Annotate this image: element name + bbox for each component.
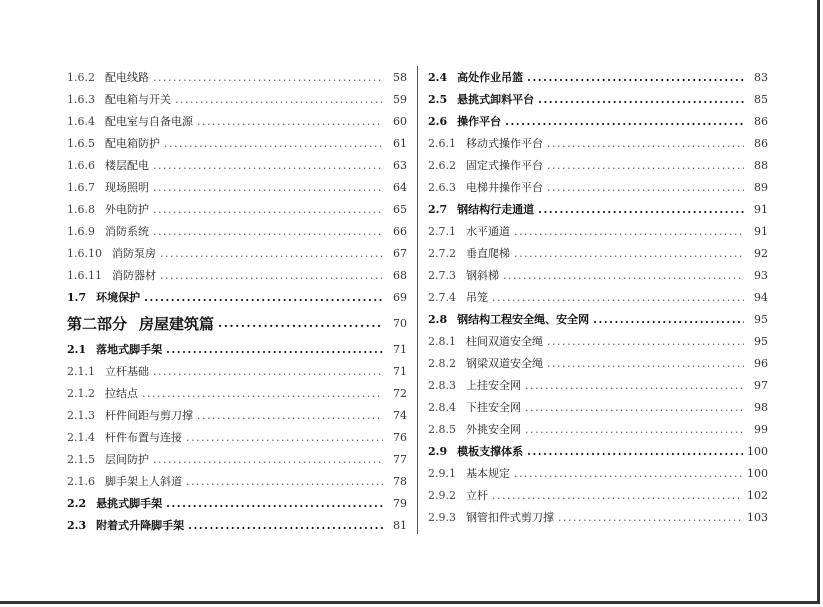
toc-dot-leader bbox=[547, 159, 744, 172]
column-divider bbox=[417, 66, 418, 534]
toc-dot-leader bbox=[175, 93, 383, 106]
toc-entry-title: 固定式操作平台 bbox=[466, 159, 543, 172]
toc-entry-title: 垂直爬梯 bbox=[466, 247, 510, 260]
toc-entry-title: 电梯井操作平台 bbox=[466, 181, 543, 194]
toc-entry-number: 1.6.5 bbox=[67, 136, 95, 150]
toc-entry-number: 2.1.5 bbox=[67, 452, 95, 466]
toc-subsection-entry[interactable] bbox=[428, 418, 768, 440]
toc-subsection-entry[interactable] bbox=[67, 66, 407, 88]
toc-entry-number: 2.9 bbox=[428, 444, 448, 458]
toc-entry-page-number: 60 bbox=[393, 114, 407, 128]
toc-entry-page-number: 71 bbox=[393, 364, 407, 378]
toc-subsection-entry[interactable] bbox=[67, 220, 407, 242]
toc-entry-page-number: 88 bbox=[754, 158, 768, 172]
toc-entry-number: 2.6.2 bbox=[428, 158, 456, 172]
toc-entry-title: 立杆基础 bbox=[105, 365, 149, 378]
toc-entry-title: 操作平台 bbox=[457, 115, 502, 128]
toc-dot-leader bbox=[160, 269, 383, 282]
toc-entry-page-number: 76 bbox=[393, 430, 407, 444]
toc-entry-page-number: 79 bbox=[393, 496, 407, 510]
toc-subsection-entry[interactable] bbox=[67, 360, 407, 382]
toc-entry-number: 2.1.4 bbox=[67, 430, 95, 444]
toc-entry-title: 悬挑式脚手架 bbox=[96, 497, 163, 510]
toc-entry-title: 配电线路 bbox=[105, 71, 149, 84]
toc-entry-page-number: 77 bbox=[393, 452, 407, 466]
toc-entry-number: 2.4 bbox=[428, 70, 448, 84]
toc-section-entry[interactable] bbox=[428, 66, 768, 88]
toc-entry-number: 2.1.1 bbox=[67, 364, 95, 378]
toc-subsection-entry[interactable] bbox=[428, 484, 768, 506]
toc-dot-leader bbox=[153, 203, 383, 216]
toc-entry-number: 1.6.3 bbox=[67, 92, 95, 106]
toc-entry-page-number: 86 bbox=[754, 114, 768, 128]
toc-dot-leader bbox=[558, 511, 743, 524]
toc-subsection-entry[interactable] bbox=[428, 286, 768, 308]
toc-entry-page-number: 85 bbox=[754, 92, 768, 106]
toc-entry-title: 上挂安全网 bbox=[466, 379, 521, 392]
toc-entry-number: 2.7.1 bbox=[428, 224, 456, 238]
toc-entry-number: 2.8 bbox=[428, 312, 448, 326]
toc-dot-leader bbox=[218, 316, 383, 330]
toc-dot-leader bbox=[153, 225, 383, 238]
toc-entry-page-number: 78 bbox=[393, 474, 407, 488]
toc-entry-title: 配电箱与开关 bbox=[105, 93, 171, 106]
toc-section-entry[interactable] bbox=[67, 338, 407, 360]
toc-entry-page-number: 103 bbox=[747, 510, 768, 524]
toc-entry-page-number: 58 bbox=[393, 70, 407, 84]
toc-entry-page-number: 91 bbox=[754, 202, 768, 216]
toc-entry-page-number: 68 bbox=[393, 268, 407, 282]
toc-entry-title: 外挑安全网 bbox=[466, 423, 521, 436]
toc-entry-number: 2.8.5 bbox=[428, 422, 456, 436]
toc-subsection-entry[interactable] bbox=[428, 154, 768, 176]
toc-entry-page-number: 69 bbox=[393, 290, 407, 304]
toc-subsection-entry[interactable] bbox=[67, 382, 407, 404]
toc-entry-page-number: 97 bbox=[754, 378, 768, 392]
toc-dot-leader bbox=[164, 137, 383, 150]
toc-entry-page-number: 102 bbox=[747, 488, 768, 502]
toc-section-entry[interactable] bbox=[67, 492, 407, 514]
toc-entry-page-number: 64 bbox=[393, 180, 407, 194]
toc-left-column bbox=[67, 66, 407, 536]
toc-subsection-entry[interactable] bbox=[428, 176, 768, 198]
toc-entry-page-number: 91 bbox=[754, 224, 768, 238]
toc-entry-number: 2.6 bbox=[428, 114, 448, 128]
toc-subsection-entry[interactable] bbox=[67, 88, 407, 110]
toc-subsection-entry[interactable] bbox=[67, 198, 407, 220]
toc-entry-number: 1.6.11 bbox=[67, 268, 102, 282]
toc-entry-title: 高处作业吊篮 bbox=[457, 71, 524, 84]
toc-entry-title: 悬挑式卸料平台 bbox=[457, 93, 535, 106]
toc-entry-number: 1.7 bbox=[67, 290, 87, 304]
toc-entry-title: 现场照明 bbox=[105, 181, 149, 194]
toc-entry-number: 1.6.4 bbox=[67, 114, 95, 128]
toc-entry-title: 水平通道 bbox=[466, 225, 510, 238]
toc-dot-leader bbox=[153, 365, 383, 378]
toc-entry-page-number: 61 bbox=[393, 136, 407, 150]
toc-entry-title: 杆件布置与连接 bbox=[105, 431, 182, 444]
toc-dot-leader bbox=[186, 475, 383, 488]
toc-subsection-entry[interactable] bbox=[428, 220, 768, 242]
toc-entry-page-number: 89 bbox=[754, 180, 768, 194]
toc-subsection-entry[interactable] bbox=[67, 242, 407, 264]
toc-entry-number: 2.9.1 bbox=[428, 466, 456, 480]
toc-entry-page-number: 66 bbox=[393, 224, 407, 238]
toc-dot-leader bbox=[547, 357, 744, 370]
toc-entry-page-number: 100 bbox=[747, 444, 768, 458]
toc-dot-leader bbox=[547, 335, 744, 348]
toc-dot-leader bbox=[503, 269, 744, 282]
toc-entry-number: 2.7.3 bbox=[428, 268, 456, 282]
toc-entry-title: 立杆 bbox=[466, 489, 488, 502]
toc-entry-page-number: 83 bbox=[754, 70, 768, 84]
toc-entry-title: 外电防护 bbox=[105, 203, 149, 216]
toc-subsection-entry[interactable] bbox=[428, 132, 768, 154]
toc-entry-page-number: 81 bbox=[393, 518, 407, 532]
toc-entry-page-number: 95 bbox=[754, 334, 768, 348]
toc-entry-title: 消防泵房 bbox=[112, 247, 156, 260]
toc-entry-title: 钢结构工程安全绳、安全网 bbox=[457, 313, 590, 326]
toc-dot-leader bbox=[166, 497, 383, 510]
toc-entry-title: 钢结构行走通道 bbox=[457, 203, 535, 216]
toc-entry-title: 脚手架上人斜道 bbox=[105, 475, 182, 488]
toc-entry-page-number: 74 bbox=[393, 408, 407, 422]
toc-subsection-entry[interactable] bbox=[67, 110, 407, 132]
toc-right-column bbox=[428, 66, 768, 528]
toc-entry-number: 2.8.1 bbox=[428, 334, 456, 348]
toc-entry-title: 下挂安全网 bbox=[466, 401, 521, 414]
toc-entry-number: 2.2 bbox=[67, 496, 87, 510]
toc-entry-title: 配电室与自备电源 bbox=[105, 115, 193, 128]
toc-subsection-entry[interactable] bbox=[67, 470, 407, 492]
toc-entry-page-number: 93 bbox=[754, 268, 768, 282]
toc-dot-leader bbox=[547, 181, 744, 194]
toc-entry-number: 2.8.3 bbox=[428, 378, 456, 392]
toc-subsection-entry[interactable] bbox=[67, 264, 407, 286]
toc-entry-title: 模板支撑体系 bbox=[457, 445, 524, 458]
toc-subsection-entry[interactable] bbox=[67, 154, 407, 176]
toc-dot-leader bbox=[492, 489, 743, 502]
toc-section-entry[interactable] bbox=[428, 440, 768, 462]
toc-entry-number: 1.6.8 bbox=[67, 202, 95, 216]
toc-entry-page-number: 92 bbox=[754, 246, 768, 260]
toc-entry-title: 房屋建筑篇 bbox=[139, 314, 215, 333]
toc-dot-leader bbox=[505, 115, 744, 128]
toc-dot-leader bbox=[160, 247, 383, 260]
toc-entry-number: 2.7 bbox=[428, 202, 448, 216]
toc-entry-page-number: 96 bbox=[754, 356, 768, 370]
toc-entry-title: 消防系统 bbox=[105, 225, 149, 238]
toc-subsection-entry[interactable] bbox=[67, 176, 407, 198]
toc-dot-leader bbox=[525, 401, 744, 414]
toc-section-entry[interactable] bbox=[428, 198, 768, 220]
toc-dot-leader bbox=[166, 343, 383, 356]
toc-entry-title: 层间防护 bbox=[105, 453, 149, 466]
toc-entry-number: 2.1.6 bbox=[67, 474, 95, 488]
toc-entry-title: 钢梁双道安全绳 bbox=[466, 357, 543, 370]
toc-dot-leader bbox=[547, 137, 744, 150]
toc-entry-title: 柱间双道安全绳 bbox=[466, 335, 543, 348]
toc-dot-leader bbox=[538, 203, 744, 216]
toc-dot-leader bbox=[197, 115, 383, 128]
toc-entry-title: 吊笼 bbox=[466, 291, 488, 304]
toc-dot-leader bbox=[197, 409, 383, 422]
toc-entry-number: 1.6.7 bbox=[67, 180, 95, 194]
toc-entry-page-number: 70 bbox=[393, 316, 407, 330]
toc-subsection-entry[interactable] bbox=[428, 374, 768, 396]
toc-subsection-entry[interactable] bbox=[428, 242, 768, 264]
toc-entry-number: 1.6.10 bbox=[67, 246, 102, 260]
toc-entry-number: 2.9.2 bbox=[428, 488, 456, 502]
toc-dot-leader bbox=[142, 387, 383, 400]
toc-dot-leader bbox=[525, 423, 744, 436]
toc-dot-leader bbox=[538, 93, 744, 106]
toc-part-heading[interactable] bbox=[67, 308, 407, 338]
toc-entry-page-number: 59 bbox=[393, 92, 407, 106]
toc-entry-number: 2.1 bbox=[67, 342, 87, 356]
toc-subsection-entry[interactable] bbox=[67, 132, 407, 154]
toc-entry-page-number: 100 bbox=[747, 466, 768, 480]
toc-subsection-entry[interactable] bbox=[67, 426, 407, 448]
toc-entry-number: 2.7.4 bbox=[428, 290, 456, 304]
toc-entry-number: 第二部分 bbox=[67, 314, 128, 333]
toc-entry-title: 杆件间距与剪刀撑 bbox=[105, 409, 193, 422]
toc-dot-leader bbox=[527, 71, 744, 84]
toc-entry-title: 楼层配电 bbox=[105, 159, 149, 172]
toc-entry-page-number: 99 bbox=[754, 422, 768, 436]
toc-section-entry[interactable] bbox=[67, 286, 407, 308]
toc-entry-page-number: 95 bbox=[754, 312, 768, 326]
toc-entry-title: 钢斜梯 bbox=[466, 269, 499, 282]
toc-dot-leader bbox=[525, 379, 744, 392]
toc-entry-number: 1.6.9 bbox=[67, 224, 95, 238]
toc-dot-leader bbox=[188, 519, 383, 532]
toc-entry-number: 2.6.3 bbox=[428, 180, 456, 194]
toc-dot-leader bbox=[492, 291, 744, 304]
toc-entry-page-number: 71 bbox=[393, 342, 407, 356]
toc-subsection-entry[interactable] bbox=[67, 448, 407, 470]
toc-entry-page-number: 65 bbox=[393, 202, 407, 216]
toc-entry-title: 配电箱防护 bbox=[105, 137, 160, 150]
toc-subsection-entry[interactable] bbox=[428, 506, 768, 528]
toc-entry-page-number: 72 bbox=[393, 386, 407, 400]
toc-entry-page-number: 94 bbox=[754, 290, 768, 304]
toc-dot-leader bbox=[514, 225, 744, 238]
toc-entry-number: 2.8.4 bbox=[428, 400, 456, 414]
toc-dot-leader bbox=[186, 431, 383, 444]
toc-entry-title: 钢管扣件式剪刀撑 bbox=[466, 511, 554, 524]
toc-section-entry[interactable] bbox=[428, 88, 768, 110]
toc-subsection-entry[interactable] bbox=[428, 264, 768, 286]
toc-entry-number: 2.5 bbox=[428, 92, 448, 106]
toc-dot-leader bbox=[514, 247, 744, 260]
toc-subsection-entry[interactable] bbox=[67, 404, 407, 426]
toc-entry-page-number: 63 bbox=[393, 158, 407, 172]
toc-entry-number: 2.7.2 bbox=[428, 246, 456, 260]
toc-entry-number: 2.3 bbox=[67, 518, 87, 532]
toc-entry-number: 1.6.6 bbox=[67, 158, 95, 172]
toc-entry-title: 基本规定 bbox=[466, 467, 510, 480]
toc-dot-leader bbox=[514, 467, 743, 480]
toc-entry-page-number: 98 bbox=[754, 400, 768, 414]
toc-entry-page-number: 67 bbox=[393, 246, 407, 260]
toc-entry-title: 附着式升降脚手架 bbox=[96, 519, 185, 532]
toc-dot-leader bbox=[153, 453, 383, 466]
toc-dot-leader bbox=[593, 313, 744, 326]
toc-section-entry[interactable] bbox=[428, 110, 768, 132]
toc-subsection-entry[interactable] bbox=[428, 330, 768, 352]
toc-entry-title: 落地式脚手架 bbox=[96, 343, 163, 356]
toc-entry-title: 消防器材 bbox=[112, 269, 156, 282]
toc-entry-number: 2.1.2 bbox=[67, 386, 95, 400]
toc-subsection-entry[interactable] bbox=[428, 396, 768, 418]
toc-entry-title: 环境保护 bbox=[96, 291, 141, 304]
toc-entry-title: 拉结点 bbox=[105, 387, 138, 400]
toc-section-entry[interactable] bbox=[67, 514, 407, 536]
toc-entry-page-number: 86 bbox=[754, 136, 768, 150]
toc-subsection-entry[interactable] bbox=[428, 352, 768, 374]
toc-entry-number: 2.1.3 bbox=[67, 408, 95, 422]
toc-entry-number: 2.9.3 bbox=[428, 510, 456, 524]
toc-dot-leader bbox=[144, 291, 383, 304]
toc-dot-leader bbox=[153, 181, 383, 194]
toc-dot-leader bbox=[153, 159, 383, 172]
toc-entry-number: 2.6.1 bbox=[428, 136, 456, 150]
toc-dot-leader bbox=[527, 445, 743, 458]
toc-entry-number: 1.6.2 bbox=[67, 70, 95, 84]
toc-section-entry[interactable] bbox=[428, 308, 768, 330]
toc-entry-title: 移动式操作平台 bbox=[466, 137, 543, 150]
toc-entry-number: 2.8.2 bbox=[428, 356, 456, 370]
toc-dot-leader bbox=[153, 71, 383, 84]
toc-subsection-entry[interactable] bbox=[428, 462, 768, 484]
